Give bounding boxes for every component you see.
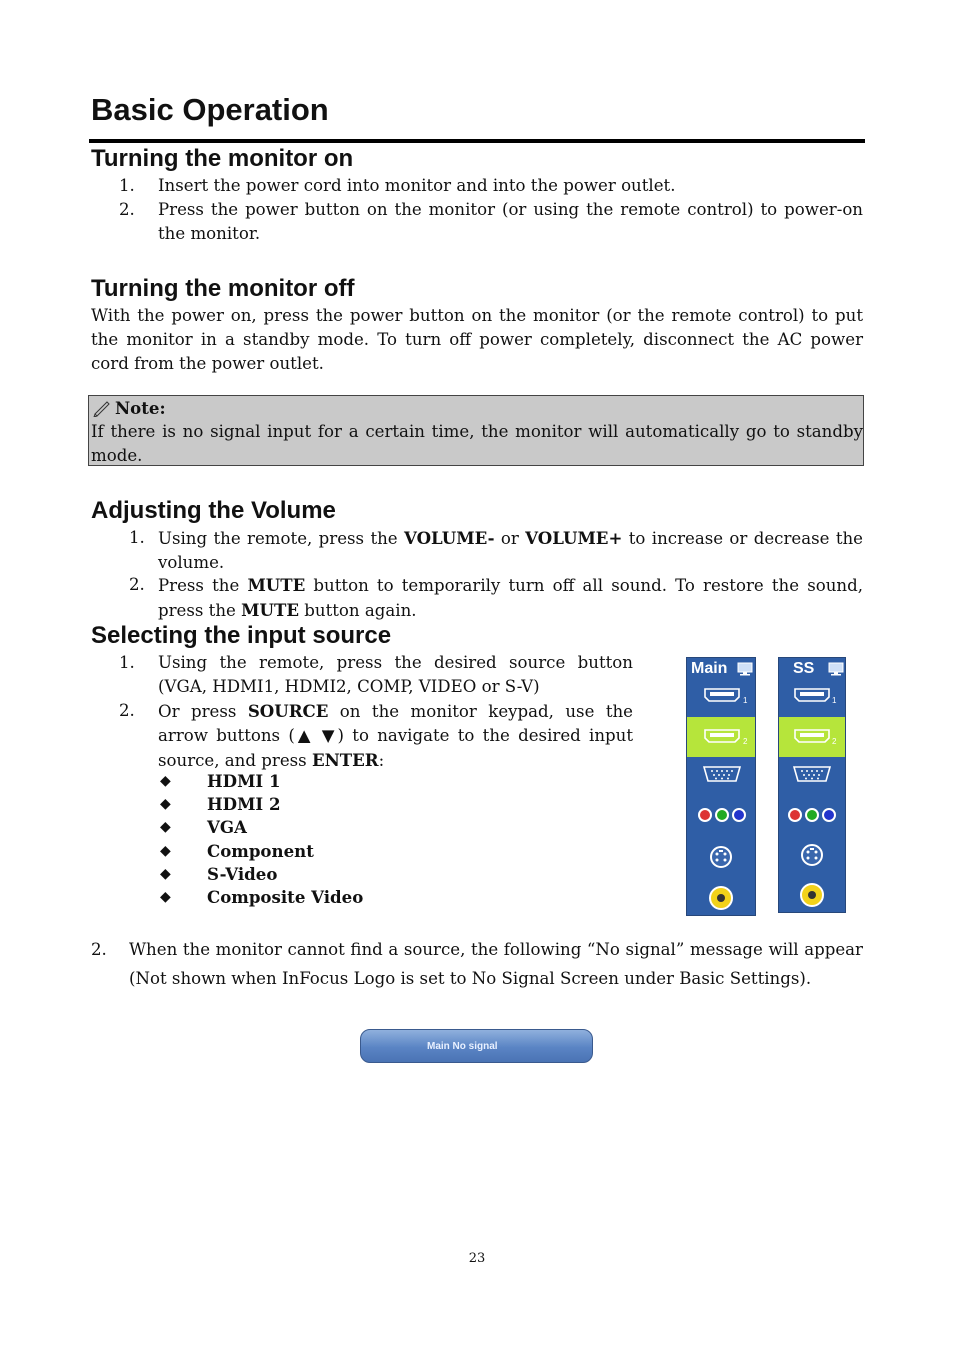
bullet-icon: ◆ xyxy=(160,867,171,882)
heading-turning-off: Turning the monitor off xyxy=(91,275,355,302)
heading-turning-on: Turning the monitor on xyxy=(91,145,354,172)
note-box xyxy=(88,395,864,466)
item-number: 1. xyxy=(129,528,145,547)
page-title: Basic Operation xyxy=(91,92,329,127)
heading-input-source: Selecting the input source xyxy=(91,622,392,649)
bullet-icon: ◆ xyxy=(160,890,171,905)
item-text: Insert the power cord into monitor and into the power outlet. xyxy=(158,176,676,195)
item-text: When the monitor cannot find a source, the following “No signal” message will appear (Not shown when InFocus Logo is set to No Signal Screen under Basic Settings). xyxy=(129,940,863,988)
hdmi2-sub: 2 xyxy=(743,737,748,746)
note-text: If there is no signal input for a certain time, the monitor will automatically go to standby mode. xyxy=(91,422,863,465)
text-run: button again. xyxy=(298,601,417,620)
hdmi-icon xyxy=(794,688,830,707)
heading-volume: Adjusting the Volume xyxy=(91,497,336,524)
item-text xyxy=(158,526,863,575)
item-number: 1. xyxy=(119,653,135,672)
bullet-icon: ◆ xyxy=(160,774,171,789)
s-video-icon xyxy=(709,845,733,874)
hdmi-icon xyxy=(794,729,830,748)
source-label: SOURCE xyxy=(247,701,329,721)
composite-video-icon xyxy=(708,885,734,916)
hdmi1-sub: 1 xyxy=(832,696,837,705)
item-text xyxy=(158,573,863,623)
bullet-icon: ◆ xyxy=(160,844,171,859)
source-item: Component xyxy=(207,841,314,861)
text-run: on the monitor keypad, use the arrow buttons (▲ ▼) to navigate to the desired input source, and press xyxy=(158,702,633,770)
composite-video-icon xyxy=(799,882,825,913)
source-item: VGA xyxy=(207,817,247,837)
selected-row xyxy=(687,717,755,757)
menu-title: Main xyxy=(691,660,728,677)
mute-label: MUTE xyxy=(241,600,299,620)
text-run: button to temporarily turn off all sound. To restore the sound, press the xyxy=(158,576,863,620)
no-signal-text: Main No signal xyxy=(427,1041,498,1052)
mute-label: MUTE xyxy=(247,575,306,595)
source-menu-main xyxy=(686,657,756,916)
item-number: 2. xyxy=(119,701,135,720)
turning-off-paragraph: With the power on, press the power button on the monitor (or the remote control) to put the monitor in a standby mode. To turn off power completely, disconnect the AC power cord from the power outlet. xyxy=(91,306,863,373)
no-signal-banner xyxy=(360,1029,593,1063)
source-item: HDMI 1 xyxy=(207,771,281,791)
menu-title: SS xyxy=(793,660,815,677)
vga-icon xyxy=(703,766,741,787)
source-item: HDMI 2 xyxy=(207,794,281,814)
source-item: S-Video xyxy=(207,864,278,884)
monitor-icon xyxy=(828,662,844,681)
component-icon xyxy=(698,807,748,828)
source-menu-ss xyxy=(778,657,846,913)
text-run: to increase or decrease the volume. xyxy=(158,529,863,572)
enter-label: ENTER xyxy=(311,750,379,770)
hdmi-icon xyxy=(704,688,740,707)
hdmi2-sub: 2 xyxy=(832,737,837,746)
component-icon xyxy=(788,807,838,828)
hdmi1-sub: 1 xyxy=(743,696,748,705)
page-number: 23 xyxy=(468,1251,486,1266)
item-number: 2. xyxy=(129,575,145,594)
s-video-icon xyxy=(800,843,824,872)
text-run: Press the xyxy=(158,576,248,595)
volume-minus-label: VOLUME- xyxy=(404,528,495,548)
title-rule xyxy=(89,139,865,143)
bullet-icon: ◆ xyxy=(160,797,171,812)
selected-row xyxy=(779,717,845,757)
text-run: Or press xyxy=(158,702,248,721)
bullet-icon: ◆ xyxy=(160,820,171,835)
item-text xyxy=(158,699,633,773)
item-text: Press the power button on the monitor (or using the remote control) to power-on the monitor. xyxy=(158,200,863,243)
item-text: Using the remote, press the desired source button (VGA, HDMI1, HDMI2, COMP, VIDEO or S-V) xyxy=(158,653,633,696)
text-run: : xyxy=(378,751,385,770)
item-number: 2. xyxy=(119,200,135,219)
vga-icon xyxy=(793,766,831,787)
volume-plus-label: VOLUME+ xyxy=(525,528,623,548)
text-run: Using the remote, press the xyxy=(158,529,404,548)
pencil-icon xyxy=(92,399,112,417)
item-number: 2. xyxy=(91,940,107,959)
hdmi-icon xyxy=(704,729,740,748)
text-run: or xyxy=(494,529,526,548)
monitor-icon xyxy=(737,662,753,681)
item-number: 1. xyxy=(119,176,135,195)
source-item: Composite Video xyxy=(207,887,364,907)
note-label: Note: xyxy=(115,398,166,418)
